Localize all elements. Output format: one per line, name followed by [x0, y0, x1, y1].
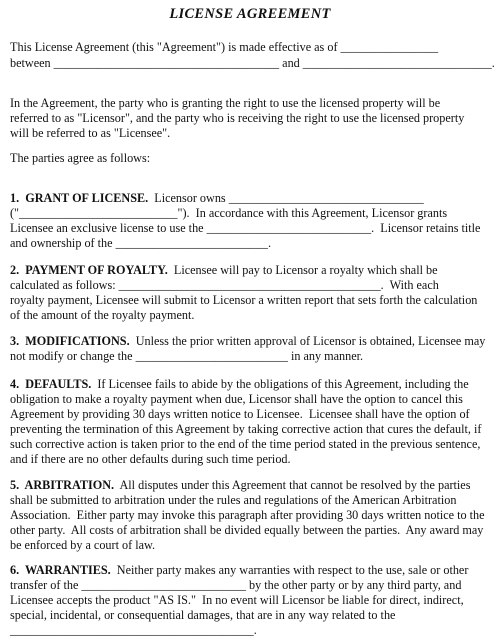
section-2-text: Licensee will pay to Licensor a royalty which shall be [167, 263, 438, 277]
section-5-first-line [10, 478, 470, 493]
section-6-line: Licensee accepts the product "AS IS." In no event will Licensor be liable for direct, indirect, [10, 593, 464, 607]
section-6-line: ________________________________________. [10, 623, 257, 637]
section-4-heading: 4. DEFAULTS. [10, 377, 92, 391]
section-6-text: Neither party makes any warranties with respect to the use, sale or other [110, 563, 469, 577]
section-6-first-line [10, 563, 468, 578]
section-5-line: Association. Either party may invoke this paragraph after providing 30 days written notice to the [10, 508, 485, 522]
intro-line-1: This License Agreement (this "Agreement") is made effective as of ________________ [10, 40, 439, 54]
section-4-first-line [10, 377, 469, 392]
section-4-text: If Licensee fails to abide by the obligations of this Agreement, including the [91, 377, 469, 391]
section-6-heading: 6. WARRANTIES. [10, 563, 111, 577]
preamble-line-2: referred to as "Licensor", and the party who is receiving the right to use the licensed property [10, 111, 465, 125]
section-3-line: not modify or change the _________________________ in any manner. [10, 349, 364, 363]
section-5-line: other party. All costs of arbitration shall be divided equally between the parties. Any award may [10, 523, 484, 537]
section-1-line: Licensee an exclusive license to use the ___________________________. Licensor retains title [10, 221, 481, 235]
section-2-heading: 2. PAYMENT OF ROYALTY. [10, 263, 168, 277]
section-1-line: and ownership of the _________________________. [10, 236, 271, 250]
section-5-heading: 5. ARBITRATION. [10, 478, 115, 492]
section-5-line: be enforced by a court of law. [10, 538, 156, 552]
section-6-line: transfer of the ___________________________ by the other party or by any third party, and [10, 578, 462, 592]
intro-line-2: between _____________________________________ and _______________________________. [10, 56, 495, 70]
section-5-line: shall be submitted to arbitration under the rules and regulations of the American Arbitration [10, 493, 457, 507]
section-1-text: Licensor owns ________________________________ [148, 191, 424, 205]
section-4-line: preventing the termination of this Agreement by taking corrective action that cures the default, if [10, 422, 482, 436]
section-4-line: and if there are no other defaults during such time period. [10, 452, 291, 466]
section-3-heading: 3. MODIFICATIONS. [10, 334, 130, 348]
section-1-first-line [10, 191, 424, 206]
section-5-text: All disputes under this Agreement that cannot be resolved by the parties [114, 478, 471, 492]
section-4-line: Agreement by providing 30 days written notice to Licensee. Licensee shall have the option of [10, 407, 470, 421]
section-1-heading: 1. GRANT OF LICENSE. [10, 191, 149, 205]
section-2-line: royalty payment, Licensee will submit to Licensor a written report that sets forth the calculation [10, 293, 478, 307]
preamble-line-1: In the Agreement, the party who is granting the right to use the licensed property will be [10, 96, 441, 110]
section-4-line: such corrective action is taken prior to the end of the time period stated in the previous sentence, [10, 437, 481, 451]
section-4-line: obligation to make a royalty payment when due, Licensor shall have the option to cancel this [10, 392, 463, 406]
section-2-line: calculated as follows: ___________________________________________. With each [10, 278, 439, 292]
document-title: LICENSE AGREEMENT [169, 6, 331, 22]
section-2-line: of the amount of the royalty payment. [10, 308, 195, 322]
preamble-line-3: will be referred to as "Licensee". [10, 126, 171, 140]
section-3-first-line [10, 334, 485, 349]
agree-line: The parties agree as follows: [10, 151, 151, 165]
section-3-text: Unless the prior written approval of Licensor is obtained, Licensee may [129, 334, 486, 348]
section-6-line: special, incidental, or consequential damages, that are in any way related to the [10, 608, 396, 622]
section-1-line: ("__________________________"). In accordance with this Agreement, Licensor grants [10, 206, 448, 220]
section-2-first-line [10, 263, 438, 278]
